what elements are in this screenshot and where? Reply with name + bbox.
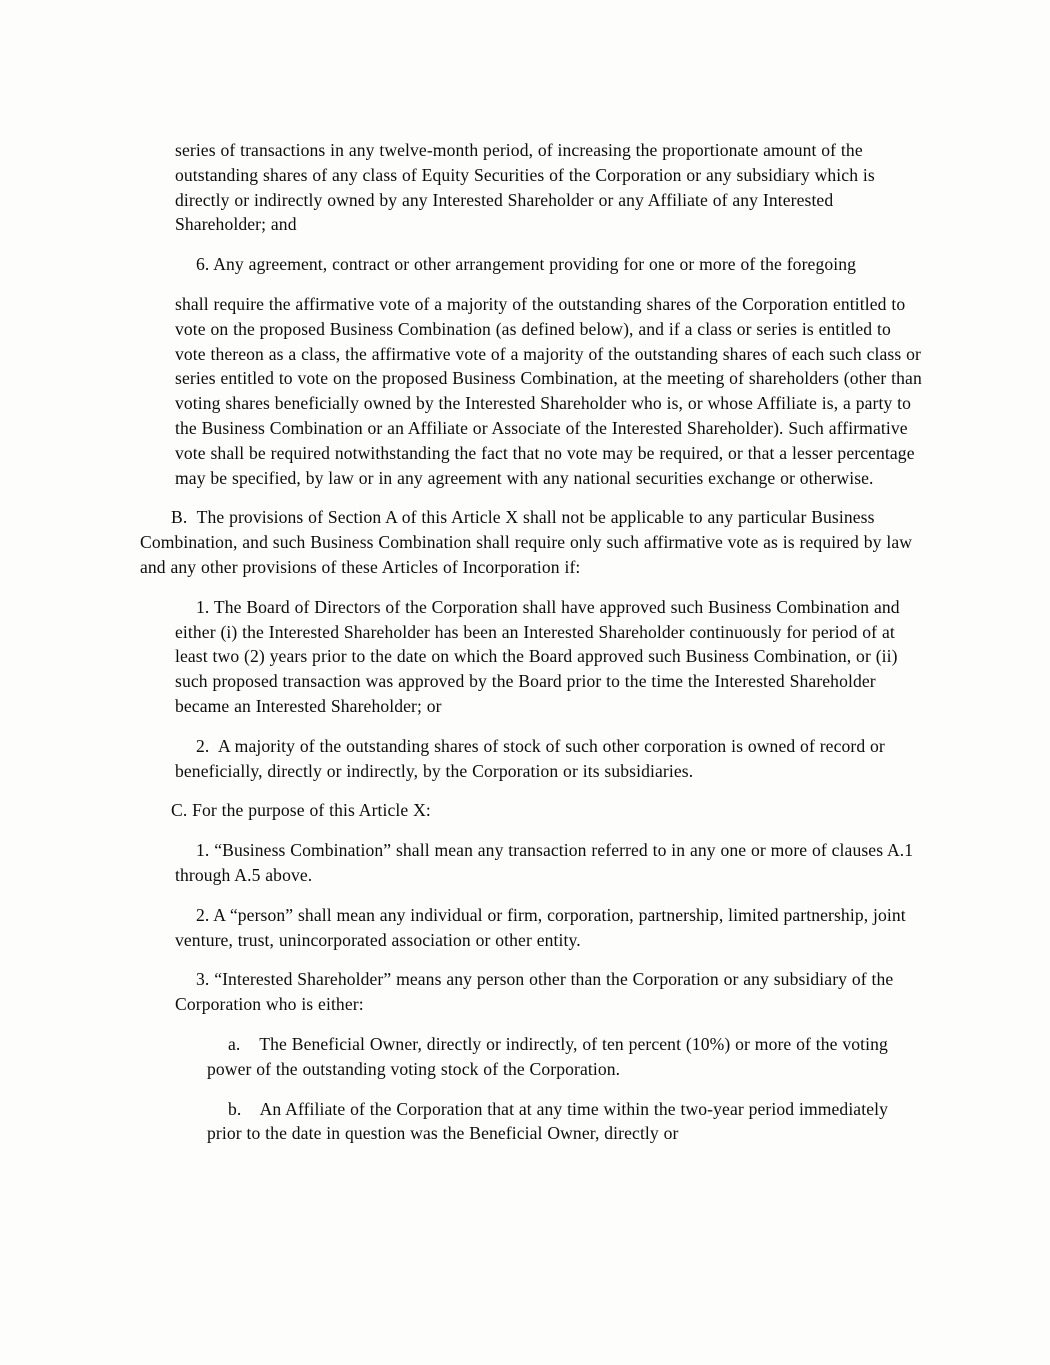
paragraph-section-c: C. For the purpose of this Article X: <box>171 800 431 821</box>
paragraph-vote-requirement: shall require the affirmative vote of a majority of the outstanding shares of the Corporation entitled to vote on the proposed Business Combination (as defined below), and if a class or series is entitled to vote thereon as a class, the affirmative vote of a majority of the outstanding shares of each such class or series entitled to vote on the proposed Business Combination, at the meeting of shareholders (other than voting shares beneficially owned by the Interested Shareholder who is, or whose Affiliate is, a party to the Business Combination or an Affiliate or Associate of the Interested Shareholder). Such affirmative vote shall be required notwithstanding the fact that no vote may be required, or that a lesser percentage may be specified, by law or in any agreement with any national securities exchange or otherwise. <box>175 293 922 488</box>
paragraph-section-c-item-1: 1. “Business Combination” shall mean any transaction referred to in any one or more of clauses A.1 through A.5 above. <box>175 840 914 885</box>
paragraph-item-3-sub-a: a. The Beneficial Owner, directly or indirectly, of ten percent (10%) or more of the voting power of the outstanding voting stock of the Corporation. <box>207 1033 888 1079</box>
paragraph-section-c-item-3: 3. “Interested Shareholder” means any person other than the Corporation or any subsidiary of the Corporation who is either: <box>175 969 894 1015</box>
paragraph-clause-5-continuation: series of transactions in any twelve-month period, of increasing the proportionate amount of the outstanding shares of any class of Equity Securities of the Corporation or any subsidiary which is directly or indirectly owned by any Interested Shareholder or any Affiliate of any Interested Shareholder; and <box>175 140 875 235</box>
paragraph-section-b-item-1: 1. The Board of Directors of the Corporation shall have approved such Business Combination and either (i) the Interested Shareholder has been an Interested Shareholder continuously for period of at least two (2) years prior to the date on which the Board approved such Business Combination, or (ii) such proposed transaction was approved by the Board prior to the time the Interested Shareholder became an Interested Shareholder; or <box>175 596 900 716</box>
paragraph-clause-6: 6. Any agreement, contract or other arrangement providing for one or more of the foregoing <box>196 254 857 275</box>
paragraph-item-3-sub-b: b. An Affiliate of the Corporation that at any time within the two-year period immediately prior to the date in question was the Beneficial Owner, directly or <box>207 1098 888 1144</box>
paragraph-section-c-item-2: 2. A “person” shall mean any individual or firm, corporation, partnership, limited partnership, joint venture, trust, unincorporated association or other entity. <box>175 904 906 950</box>
paragraph-section-b-item-2: 2. A majority of the outstanding shares of stock of such other corporation is owned of record or beneficially, directly or indirectly, by the Corporation or its subsidiaries. <box>175 735 885 781</box>
paragraph-section-b: B. The provisions of Section A of this Article X shall not be applicable to any particular Business Combination, and such Business Combination shall require only such affirmative vote as is required by law and any other provisions of these Articles of Incorporation if: <box>140 507 913 577</box>
